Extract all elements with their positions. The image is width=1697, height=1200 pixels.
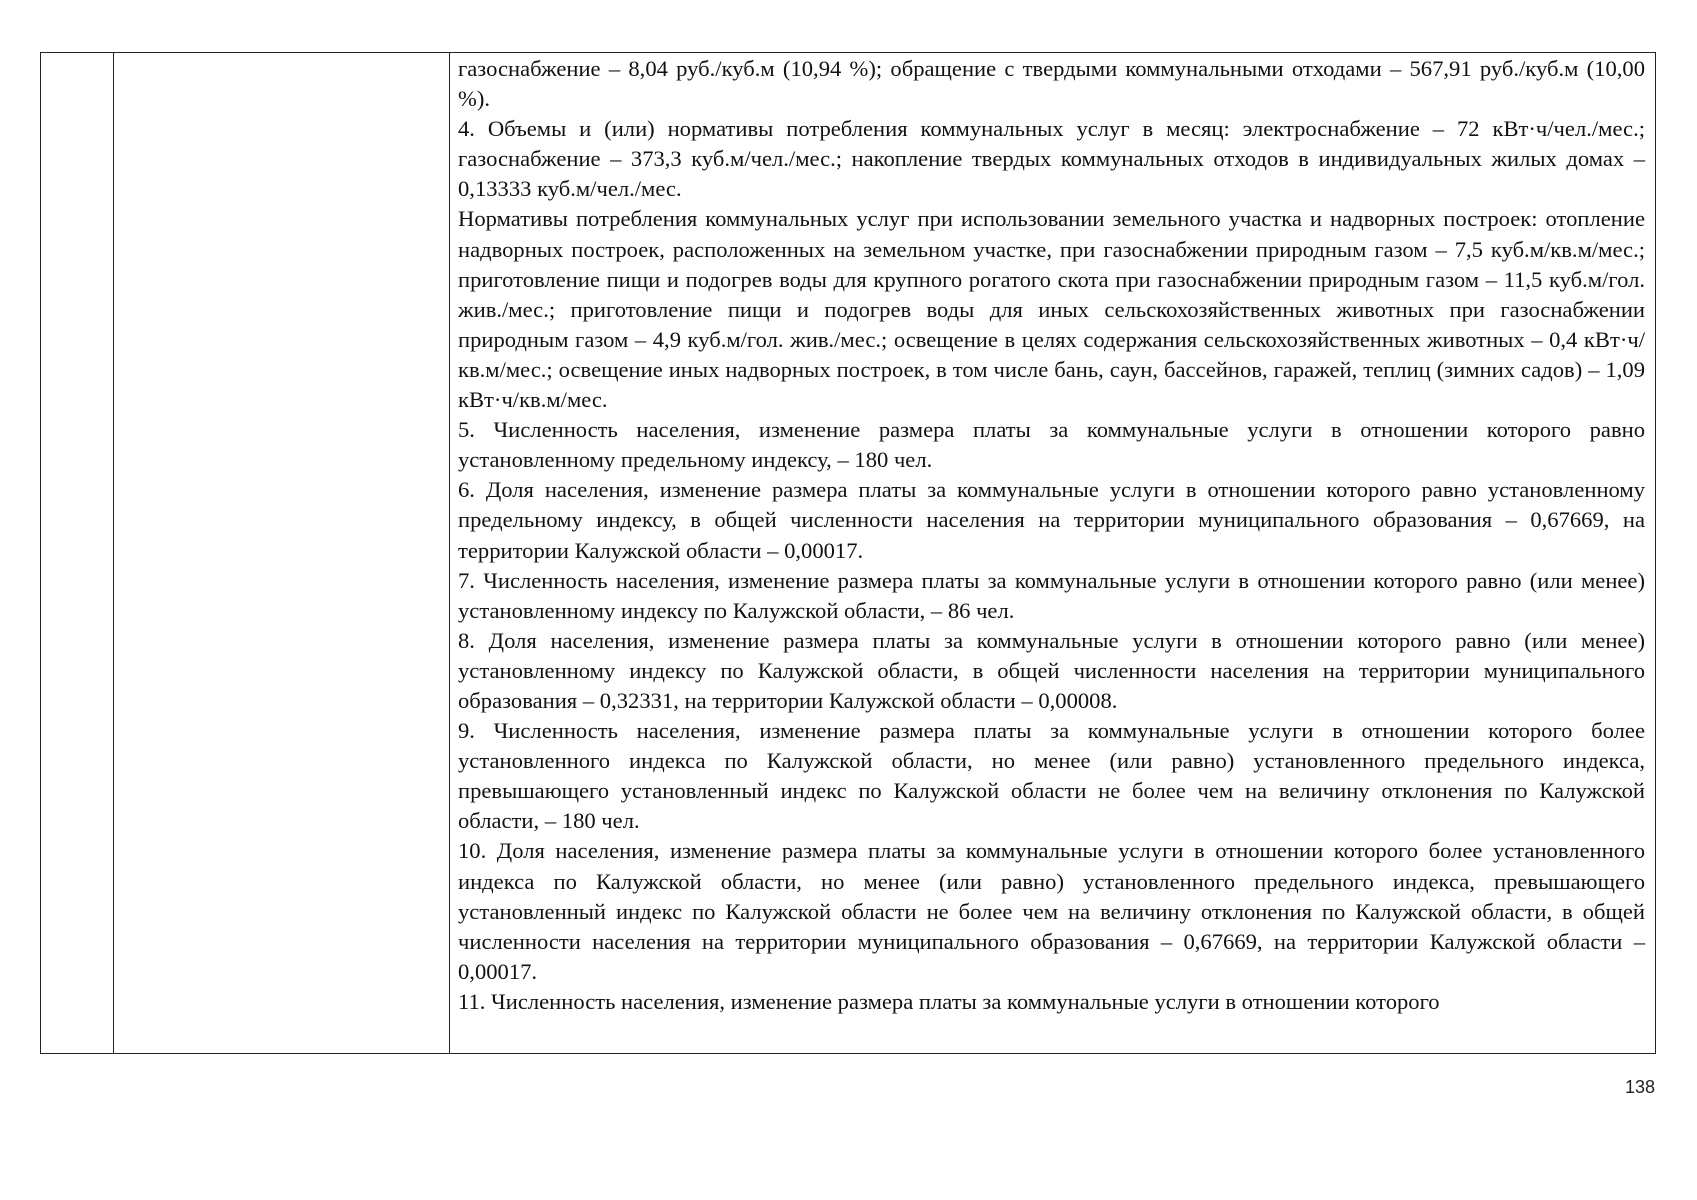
paragraph-8: 8. Доля населения, изменение размера платы за коммунальные услуги в отношении которого равно (или менее) установленному индексу по Калужской области, в общей численности населения на территории муниципального образования – 0,32331, на территории Калужской области – 0,00008. xyxy=(458,627,1645,713)
paragraph-6: 6. Доля населения, изменение размера платы за коммунальные услуги в отношении которого равно установленному предельному индексу, в общей численности населения на территории муниципального образования – 0,67669, на территории Калужской области – 0,00017. xyxy=(458,477,1645,563)
paragraph-land-plot-norms: Нормативы потребления коммунальных услуг при использовании земельного участка и надворных построек: отопление надворных построек, расположенных на земельном участке, при газоснабжении природным газом – 7,5 куб.м/кв.м/мес.; приготовление пищи и подогрев воды для крупного рогатого скота при газоснабжении природным газом – 11,5 куб.м/гол. жив./мес.; приготовление пищи и подогрев воды для иных сельскохозяйственных животных при газоснабжении природным газом – 4,9 куб.м/гол. жив./мес.; освещение в целях содержания сельскохозяйственных животных – 0,4 кВт·ч/кв.м/мес.; освещение иных надворных построек, в том числе бань, саун, бассейнов, гаражей, теплиц (зимних садов) – 1,09 кВт·ч/кв.м/мес. xyxy=(458,206,1645,413)
paragraph-5: 5. Численность населения, изменение размера платы за коммунальные услуги в отношении которого равно установленному предельному индексу, – 180 чел. xyxy=(458,417,1645,473)
table-cell-number xyxy=(41,53,114,1053)
paragraph-9: 9. Численность населения, изменение размера платы за коммунальные услуги в отношении которого более установленного индекса по Калужской области, но менее (или равно) установленного предельного индекса, превышающего установленный индекс по Калужской области не более чем на величину отклонения по Калужской области, – 180 чел. xyxy=(458,718,1645,834)
table-cell-name xyxy=(114,53,450,1053)
table-cell-content xyxy=(450,53,1655,1053)
paragraph-11: 11. Численность населения, изменение размера платы за коммунальные услуги в отношении которого xyxy=(458,988,1440,1014)
paragraph-4-consumption-volumes: 4. Объемы и (или) нормативы потребления коммунальных услуг в месяц: электроснабжение – 72 кВт·ч/чел./мес.; газоснабжение – 373,3 куб.м/чел./мес.; накопление твердых коммунальных отходов в индивидуальных жилых домах – 0,13333 куб.м/чел./мес. xyxy=(458,116,1645,202)
page-number: 138 xyxy=(1624,1077,1655,1097)
paragraph-gas-and-waste-tariffs: газоснабжение – 8,04 руб./куб.м (10,94 %); обращение с твердыми коммунальными отходами – 567,91 руб./куб.м (10,00 %). xyxy=(458,56,1645,112)
paragraph-10: 10. Доля населения, изменение размера платы за коммунальные услуги в отношении которого более установленного индекса по Калужской области, но менее (или равно) установленного предельного индекса, превышающего установленный индекс по Калужской области не более чем на величину отклонения по Калужской области, в общей численности населения на территории муниципального образования – 0,67669, на территории Калужской области – 0,00017. xyxy=(458,838,1645,984)
document-table xyxy=(40,52,1656,1054)
paragraph-7: 7. Численность населения, изменение размера платы за коммунальные услуги в отношении которого равно (или менее) установленному индексу по Калужской области, – 86 чел. xyxy=(458,567,1645,623)
